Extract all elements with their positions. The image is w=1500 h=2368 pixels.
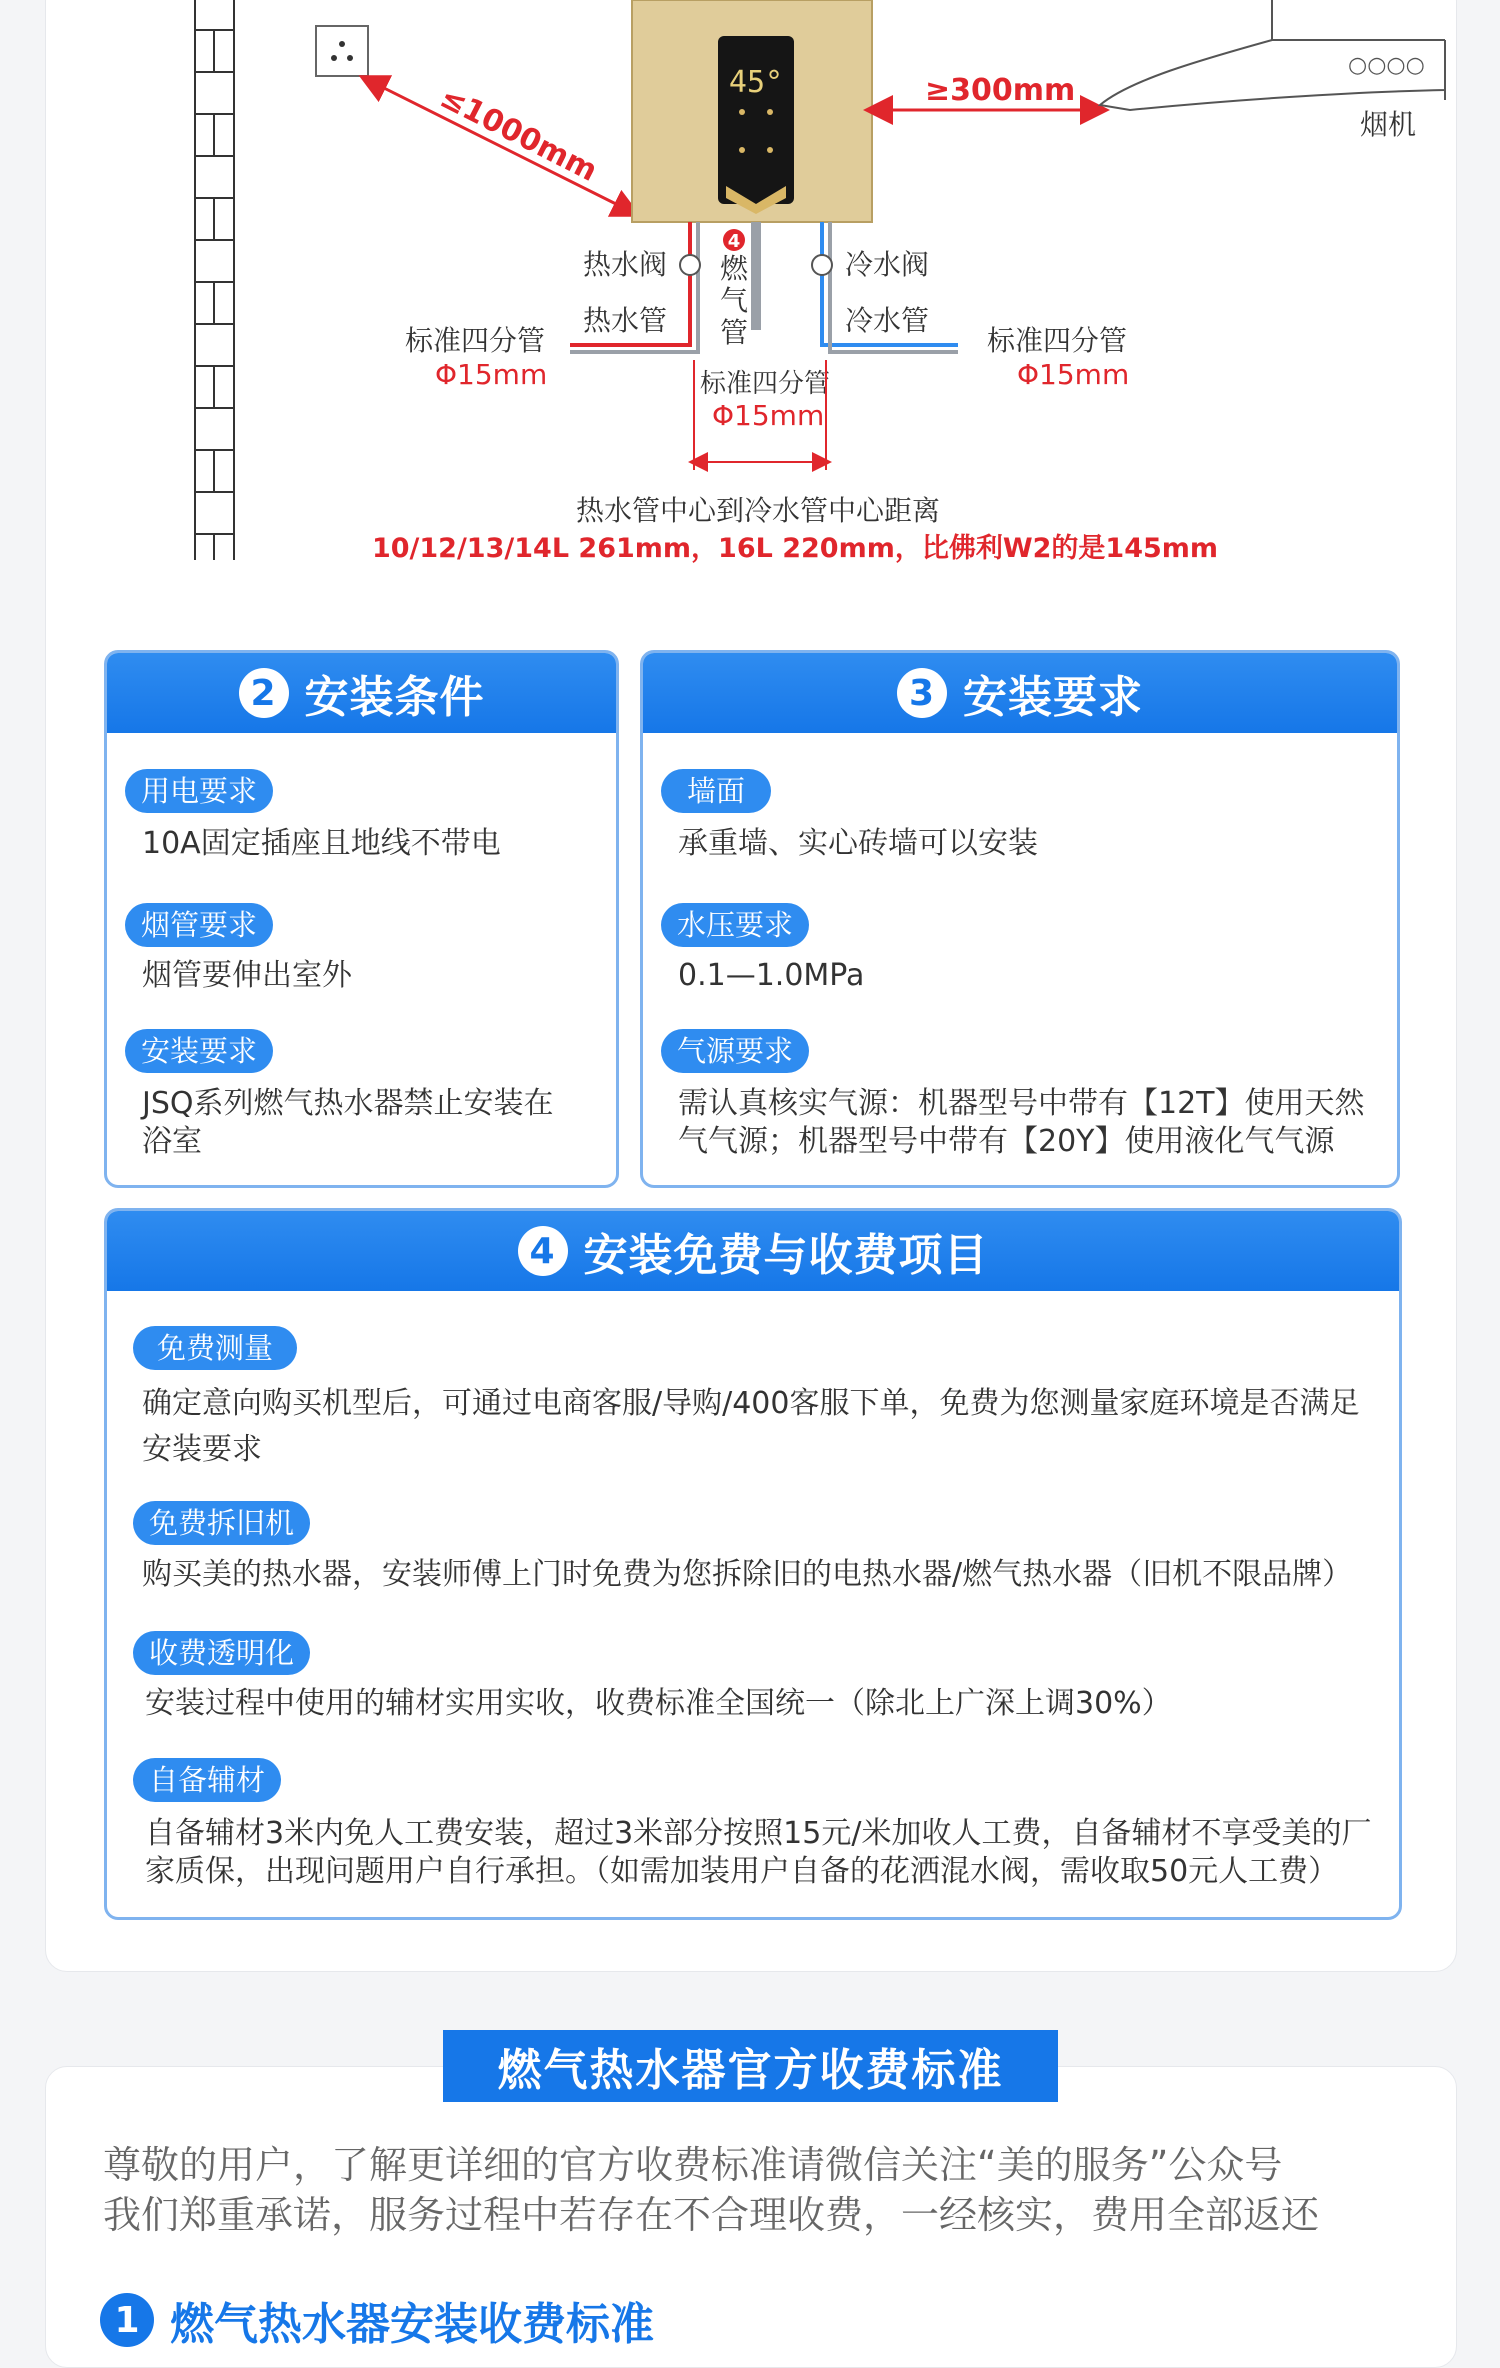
section-number-badge: 2 [239,668,289,718]
tag-gas-source: 气源要求 [661,1029,809,1073]
tag-pressure: 水压要求 [661,903,809,947]
notice-line-1: 尊敬的用户，了解更详细的官方收费标准请微信关注“美的服务”公众号 [103,2143,1283,2187]
socket-distance-arrow [372,79,628,210]
right-pipe-dia: Φ15mm [1017,358,1130,391]
tag-wall: 墙面 [661,769,771,813]
tag-install: 安装要求 [125,1029,273,1073]
mid-pipe-std: 标准四分管 [700,369,831,399]
fee-standard-banner: 燃气热水器官方收费标准 [443,2030,1058,2102]
right-pipe-std: 标准四分管 [987,324,1128,357]
free-and-paid-items-panel [104,1208,1402,1920]
section-title: 安装要求 [963,672,1143,723]
text-free-measure: 确定意向购买机型后，可通过电商客服/导购/400客服下单，免费为您测量家庭环境是否满足安装要求 [142,1386,1360,1467]
center-distance-values: 10/12/13/14L 261mm，16L 220mm，比佛利W2的是145mm [371,533,1219,564]
hood-distance-label: ≥300mm [925,73,1076,108]
brick-wall [195,0,234,560]
subtitle-text: 燃气热水器安装收费标准 [170,2299,654,2350]
install-conditions-header [107,653,616,733]
socket-distance-label: ≤1000mm [434,79,603,189]
left-pipe-dia: Φ15mm [435,358,548,391]
heater-display: 45° [728,65,784,100]
tag-transparent-fees: 收费透明化 [133,1631,310,1675]
section-title: 安装条件 [304,672,485,723]
section-number-badge: 3 [897,668,947,718]
install-fee-subtitle [100,2290,654,2350]
hot-pipe-label: 热水管 [583,304,668,337]
mid-pipe-dia: Φ15mm [712,399,825,432]
tag-flue: 烟管要求 [125,903,273,947]
gas-pipe-label-3: 管 [720,316,749,349]
hot-valve-label: 热水阀 [583,248,668,281]
tag-own-materials: 自备辅材 [133,1758,281,1802]
text-own-materials: 自备辅材3米内免人工费安装，超过3米部分按照15元/米加收人工费，自备辅材不享受美的厂家质保，出现问题用户自行承担。（如需加装用户自备的花洒混水阀，需收取50元人工费） [145,1816,1372,1889]
text-flue: 烟管要伸出室外 [142,958,352,993]
text-free-removal: 购买美的热水器，安装师傅上门时免费为您拆除旧的电热水器/燃气热水器（旧机不限品牌） [142,1557,1353,1592]
hot-valve-icon [680,255,700,275]
text-wall: 承重墙、实心砖墙可以安装 [678,826,1038,861]
section-title: 安装免费与收费项目 [583,1230,989,1281]
text-gas-source: 需认真核实气源：机器型号中带有【12T】使用天然气气源；机器型号中带有【20Y】使用液化气气源 [678,1086,1365,1159]
gas-pipe-label-2: 气 [720,284,749,317]
install-requirements-header [643,653,1397,733]
center-distance-title: 热水管中心到冷水管中心距离 [575,494,941,527]
text-power: 10A固定插座且地线不带电 [142,826,501,861]
water-heater [632,0,872,222]
gas-pipe-label-1: 燃 [720,252,749,285]
install-requirements-panel [640,650,1400,1188]
hood-buttons: ○○○○ [1348,53,1425,78]
tag-power: 用电要求 [125,769,273,813]
subtitle-number-badge: 1 [100,2293,154,2347]
section-number-badge: 4 [518,1226,568,1276]
cold-pipe-label: 冷水管 [845,304,930,337]
text-install: JSQ系列燃气热水器禁止安装在浴室 [142,1086,554,1159]
cold-valve-icon [812,255,832,275]
notice-line-2: 我们郑重承诺，服务过程中若存在不合理收费，一经核实，费用全部返还 [103,2193,1320,2237]
free-and-paid-header [107,1211,1399,1291]
tag-free-measure: 免费测量 [133,1326,297,1370]
power-socket [316,26,368,76]
text-transparent-fees: 安装过程中使用的辅材实用实收，收费标准全国统一（除北上广深上调30%） [145,1686,1172,1721]
install-conditions-panel [104,650,619,1188]
installation-diagram [0,0,1500,600]
cold-valve-label: 冷水阀 [845,248,930,281]
hood-label: 烟机 [1360,108,1417,141]
left-pipe-std: 标准四分管 [405,324,546,357]
gas-pipe-badge: 4 [727,231,741,252]
text-pressure: 0.1—1.0MPa [678,958,865,993]
tag-free-removal: 免费拆旧机 [133,1501,310,1545]
